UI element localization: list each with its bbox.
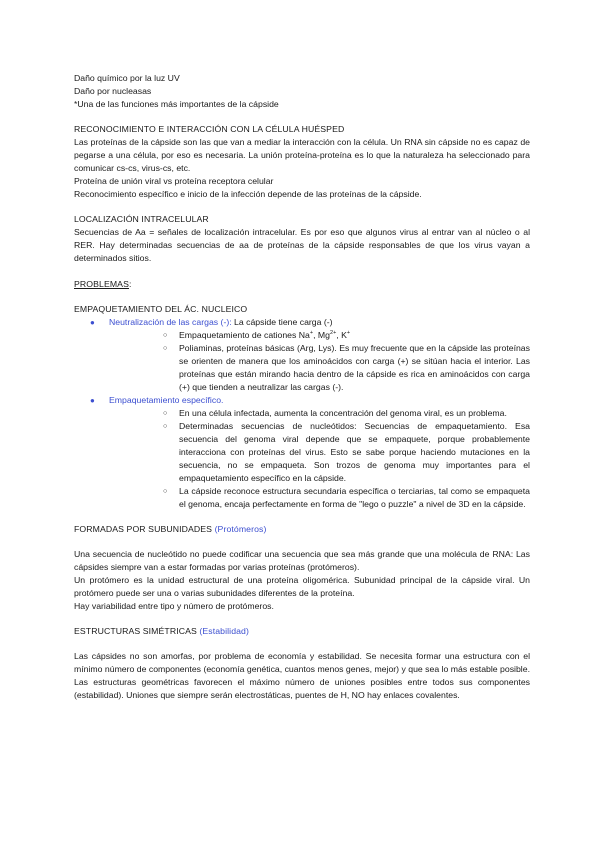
intro-line-nucleasas: Daño por nucleasas [74, 86, 152, 96]
formadas-title: FORMADAS POR SUBUNIDADES [74, 524, 213, 534]
heading-formadas [74, 523, 530, 536]
heading-problemas [74, 278, 530, 291]
intro-line-note: *Una de las funciones más importantes de la cápside [74, 99, 279, 109]
heading-empaquetamiento: EMPAQUETAMIENTO DEL ÁC. NUCLEICO [74, 304, 248, 314]
neutralizacion-title: Neutralización de las cargas (-): [109, 317, 232, 327]
formadas-note: (Protómeros) [214, 524, 267, 534]
sublist-item-secuencias [109, 420, 530, 485]
reconocimiento-paragraph: Las proteínas de la cápside son las que van a mediar la interacción con la célula. Un RNA sin cápside no es capaz de pegarse a una célula, por eso es necesaria. La unión proteína-proteína es lo que la naturaleza ha seleccionado para comunicar cs-cs, virus-cs, etc. [74, 137, 530, 173]
document-page [74, 72, 530, 702]
circle-bullet-icon: ○ [163, 332, 168, 339]
circle-bullet-icon: ○ [163, 488, 168, 495]
formadas-paragraph-1: Una secuencia de nucleótido no puede codificar una secuencia que sea más grande que una molécula de RNA: Las cápsides siempre van a estar formadas por varias proteínas (protómeros). [74, 549, 530, 572]
list-item-especifico [74, 394, 530, 511]
secuencias-text: Determinadas secuencias de nucleótidos: Secuencias de empaquetamiento. Esa secuencia del genoma viral depende que se empaquete, porque probablemente interacciona con proteínas del virus. Esto se sabe porque haciendo mutaciones en la secuencia, no se empaqueta. Son trozos de genoma muy importantes para el empaquetamiento específico en la cápside. [179, 421, 530, 483]
capside-text: La cápside reconoce estructura secundaria específica o terciarias, tal como se empaqueta el genoma, encaja perfectamente en forma de "lego o puzzle" a nivel de 3D en la cápside. [179, 486, 530, 509]
heading-localizacion: LOCALIZACIÓN INTRACELULAR [74, 214, 209, 224]
especifico-sublist [109, 407, 530, 511]
potassium-charge: + [346, 330, 351, 337]
problemas-label: PROBLEMAS [74, 279, 129, 289]
bullet-icon: ● [90, 318, 95, 327]
sodium-charge: + [309, 330, 314, 337]
magnesium-charge: 2+ [330, 330, 337, 337]
intro-line-uv: Daño químico por la luz UV [74, 73, 180, 83]
estructuras-paragraph: Las cápsides no son amorfas, por problema de economía y estabilidad. Se necesita formar una estructura con el mínimo número de componentes (economía genética, cuantos menos genes, mejor) y que sea lo más estable posible. Las estructuras geométricas favorecen el máximo número de uniones posibles entre todos sus componentes (estabilidad). Uniones que siempre serán electrostáticas, puentes de H, NO hay enlaces covalentes. [74, 651, 530, 700]
cationes-text: Empaquetamiento de cationes Na [179, 330, 310, 340]
bullet-icon: ● [90, 396, 95, 405]
formadas-line-3: Hay variabilidad entre tipo y número de protómeros. [74, 601, 274, 611]
problemas-colon: : [128, 279, 132, 289]
estructuras-note: (Estabilidad) [199, 626, 249, 636]
list-item-neutralizacion [74, 316, 530, 394]
sublist-item-celula [109, 407, 530, 420]
neutralizacion-sublist [109, 329, 530, 394]
sublist-item-capside [109, 485, 530, 511]
circle-bullet-icon: ○ [163, 345, 168, 352]
circle-bullet-icon: ○ [163, 410, 168, 417]
localizacion-paragraph: Secuencias de Aa = señales de localización intracelular. Es por eso que algunos virus al entrar van al núcleo o al RER. Hay determinadas secuencias de aa de proteínas de la cápside responsables de que los virus vayan a determinados sitios. [74, 227, 530, 263]
heading-estructuras [74, 625, 530, 638]
circle-bullet-icon: ○ [163, 423, 168, 430]
neutralizacion-text: La cápside tiene carga (-) [231, 317, 333, 327]
sublist-item-cationes [109, 329, 530, 342]
celula-text: En una célula infectada, aumenta la concentración del genoma viral, es un problema. [179, 408, 507, 418]
estructuras-title: ESTRUCTURAS SIMÉTRICAS [74, 626, 197, 636]
empaquetamiento-list [74, 316, 530, 511]
formadas-paragraph-2: Un protómero es la unidad estructural de una proteína oligomérica. Subunidad principal de la cápside viral. Un protómero puede ser una o varias subunidades diferentes de la proteína. [74, 575, 530, 598]
magnesium-text: , Mg [313, 330, 331, 340]
reconocimiento-line-union: Proteína de unión viral vs proteína receptora celular [74, 176, 274, 186]
poliaminas-text: Poliaminas, proteínas básicas (Arg, Lys). Es muy frecuente que en la cápside las proteínas se orienten de manera que los aminoácidos con carga (+) se sitúan hacia el interior. Las proteínas que están mirando hacia dentro de la cápside es rica en aminoácidos con carga (+) que tienden a neutralizar las cargas (-). [179, 343, 530, 392]
heading-reconocimiento: RECONOCIMIENTO E INTERACCIÓN CON LA CÉLULA HUÉSPED [74, 124, 345, 134]
potassium-text: , K [336, 330, 347, 340]
especifico-title: Empaquetamiento específico. [109, 395, 224, 405]
sublist-item-poliaminas [109, 342, 530, 394]
reconocimiento-line-especifico: Reconocimiento específico e inicio de la infección depende de las proteínas de la cápside. [74, 189, 422, 199]
